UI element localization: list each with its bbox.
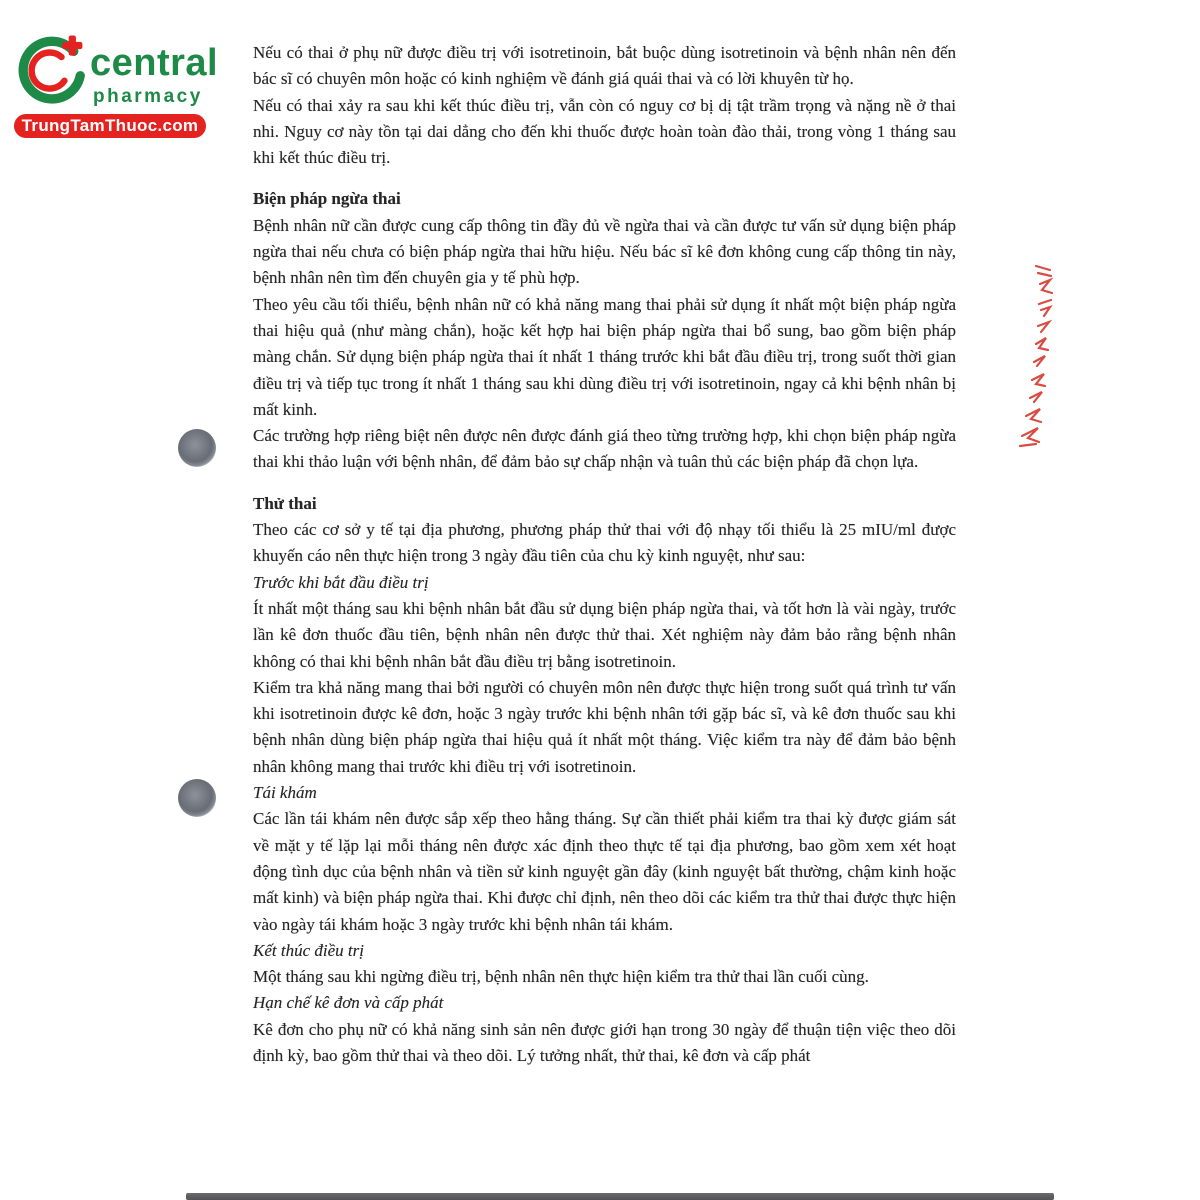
- central-pharmacy-c-icon: [14, 34, 86, 106]
- subheading-follow-up-visits: Tái khám: [253, 783, 317, 803]
- paragraph-monthly-follow-up: Các lần tái khám nên được sắp xếp theo hằng tháng. Sự cần thiết phải kiểm tra thai kỳ được giám sát về mặt y tế lặp lại mỗi tháng nên được xác định theo thực tế tại địa phương, bao gồm xem xét hoạt động tình dục của bệnh nhân và tiền sử kinh nguyệt gần đây (kinh nguyệt bất thường, chậm kinh hoặc mất kinh) và biện pháp ngừa thai. Khi được chỉ định, nên theo dõi các kiểm tra thử thai được thực hiện vào ngày tái khám hoặc 3 ngày trước khi bệnh nhân tái khám.: [253, 809, 956, 934]
- paragraph-pregnancy-during-treatment: Nếu có thai ở phụ nữ được điều trị với isotretinoin, bắt buộc dùng isotretinoin và bệnh nhân nên đến bác sĩ có chuyên môn hoặc có kinh nghiệm về đánh giá quái thai và có lời khuyên từ họ.: [253, 43, 956, 89]
- document-text-column: [253, 40, 956, 1069]
- scan-edge-artifact: [186, 1193, 1054, 1200]
- subheading-before-treatment: Trước khi bắt đầu điều trị: [253, 572, 429, 592]
- paragraph-individual-cases: Các trường hợp riêng biệt nên được nên được đánh giá theo từng trường hợp, khi chọn biện pháp ngừa thai khi thảo luận với bệnh nhân, để đảm bảo sự chấp nhận và tuân thủ các biện pháp đã chọn lựa.: [253, 426, 956, 472]
- section-heading-contraception: Biện pháp ngừa thai: [253, 189, 401, 209]
- brand-name: central: [90, 42, 219, 84]
- paragraph-professional-check: Kiểm tra khả năng mang thai bởi người có chuyên môn nên được thực hiện trong suốt quá trình tư vấn khi isotretinoin được kê đơn, hoặc 3 ngày trước khi bệnh nhân tới gặp bác sĩ, và kê đơn thuốc sau khi bệnh nhân dùng biện pháp ngừa thai hiệu quả ít nhất một tháng. Việc kiểm tra này để đảm bảo bệnh nhân không mang thai trước khi điều trị với isotretinoin.: [253, 677, 956, 776]
- paragraph-contraception-info: Bệnh nhân nữ cần được cung cấp thông tin đầy đủ về ngừa thai và cần được tư vấn sử dụng biện pháp ngừa thai nếu chưa có biện pháp ngừa thai hữu hiệu. Nếu bác sĩ kê đơn không cung cấp thông tin này, bệnh nhân nên tìm đến chuyên gia y tế phù hợp.: [253, 215, 956, 288]
- paragraph-contraception-requirements: Theo yêu cầu tối thiểu, bệnh nhân nữ có khả năng mang thai phải sử dụng ít nhất một biện pháp ngừa thai hiệu quả (như màng chắn), hoặc kết hợp hai biện pháp ngừa thai bổ sung, bao gồm biện pháp màng chắn. Sử dụng biện pháp ngừa thai ít nhất 1 tháng trước khi bắt đầu điều trị, trong suốt thời gian điều trị và tiếp tục trong ít nhất 1 tháng sau khi dùng điều trị với isotretinoin, ngay cả khi bệnh nhân bị mất kinh.: [253, 294, 956, 419]
- paragraph-first-prescription-test: Ít nhất một tháng sau khi bệnh nhân bắt đầu sử dụng biện pháp ngừa thai, và tốt hơn là vài ngày, trước lần kê đơn thuốc đầu tiên, bệnh nhân nên được thử thai. Xét nghiệm này đảm bảo rằng bệnh nhân không có thai khi bệnh nhân bắt đầu điều trị bằng isotretinoin.: [253, 598, 956, 671]
- pharmacy-logo: [10, 30, 220, 145]
- site-url-text: TrungTamThuoc.com: [21, 116, 199, 135]
- section-heading-pregnancy-test: Thử thai: [253, 493, 317, 513]
- paragraph-test-sensitivity: Theo các cơ sở y tế tại địa phương, phương pháp thử thai với độ nhạy tối thiểu là 25 mIU/ml được khuyến cáo nên thực hiện trong 3 ngày đầu tiên của chu kỳ kinh nguyệt, như sau:: [253, 520, 956, 566]
- hole-punch-mark-bottom: [178, 779, 216, 817]
- subheading-prescribing-limits: Hạn chế kê đơn và cấp phát: [253, 993, 444, 1013]
- hole-punch-mark-top: [178, 429, 216, 467]
- brand-subtitle: pharmacy: [93, 86, 203, 107]
- paragraph-30-day-limit: Kê đơn cho phụ nữ có khả năng sinh sản nên được giới hạn trong 30 ngày để thuận tiện việc theo dõi định kỳ, bao gồm thử thai và theo dõi. Lý tưởng nhất, thử thai, kê đơn và cấp phát: [253, 1019, 956, 1065]
- site-url-badge: [14, 114, 206, 138]
- paragraph-final-test: Một tháng sau khi ngừng điều trị, bệnh nhân nên thực hiện kiểm tra thử thai lần cuối cùng.: [253, 967, 869, 987]
- red-handwriting-annotation: [1006, 260, 1058, 452]
- paragraph-pregnancy-after-treatment: Nếu có thai xảy ra sau khi kết thúc điều trị, vẫn còn có nguy cơ bị dị tật trầm trọng và nặng nề ở thai nhi. Nguy cơ này tồn tại dai dẳng cho đến khi thuốc được hoàn toàn đào thải, trong vòng 1 tháng sau khi kết thúc điều trị.: [253, 95, 956, 168]
- subheading-end-of-treatment: Kết thúc điều trị: [253, 940, 364, 960]
